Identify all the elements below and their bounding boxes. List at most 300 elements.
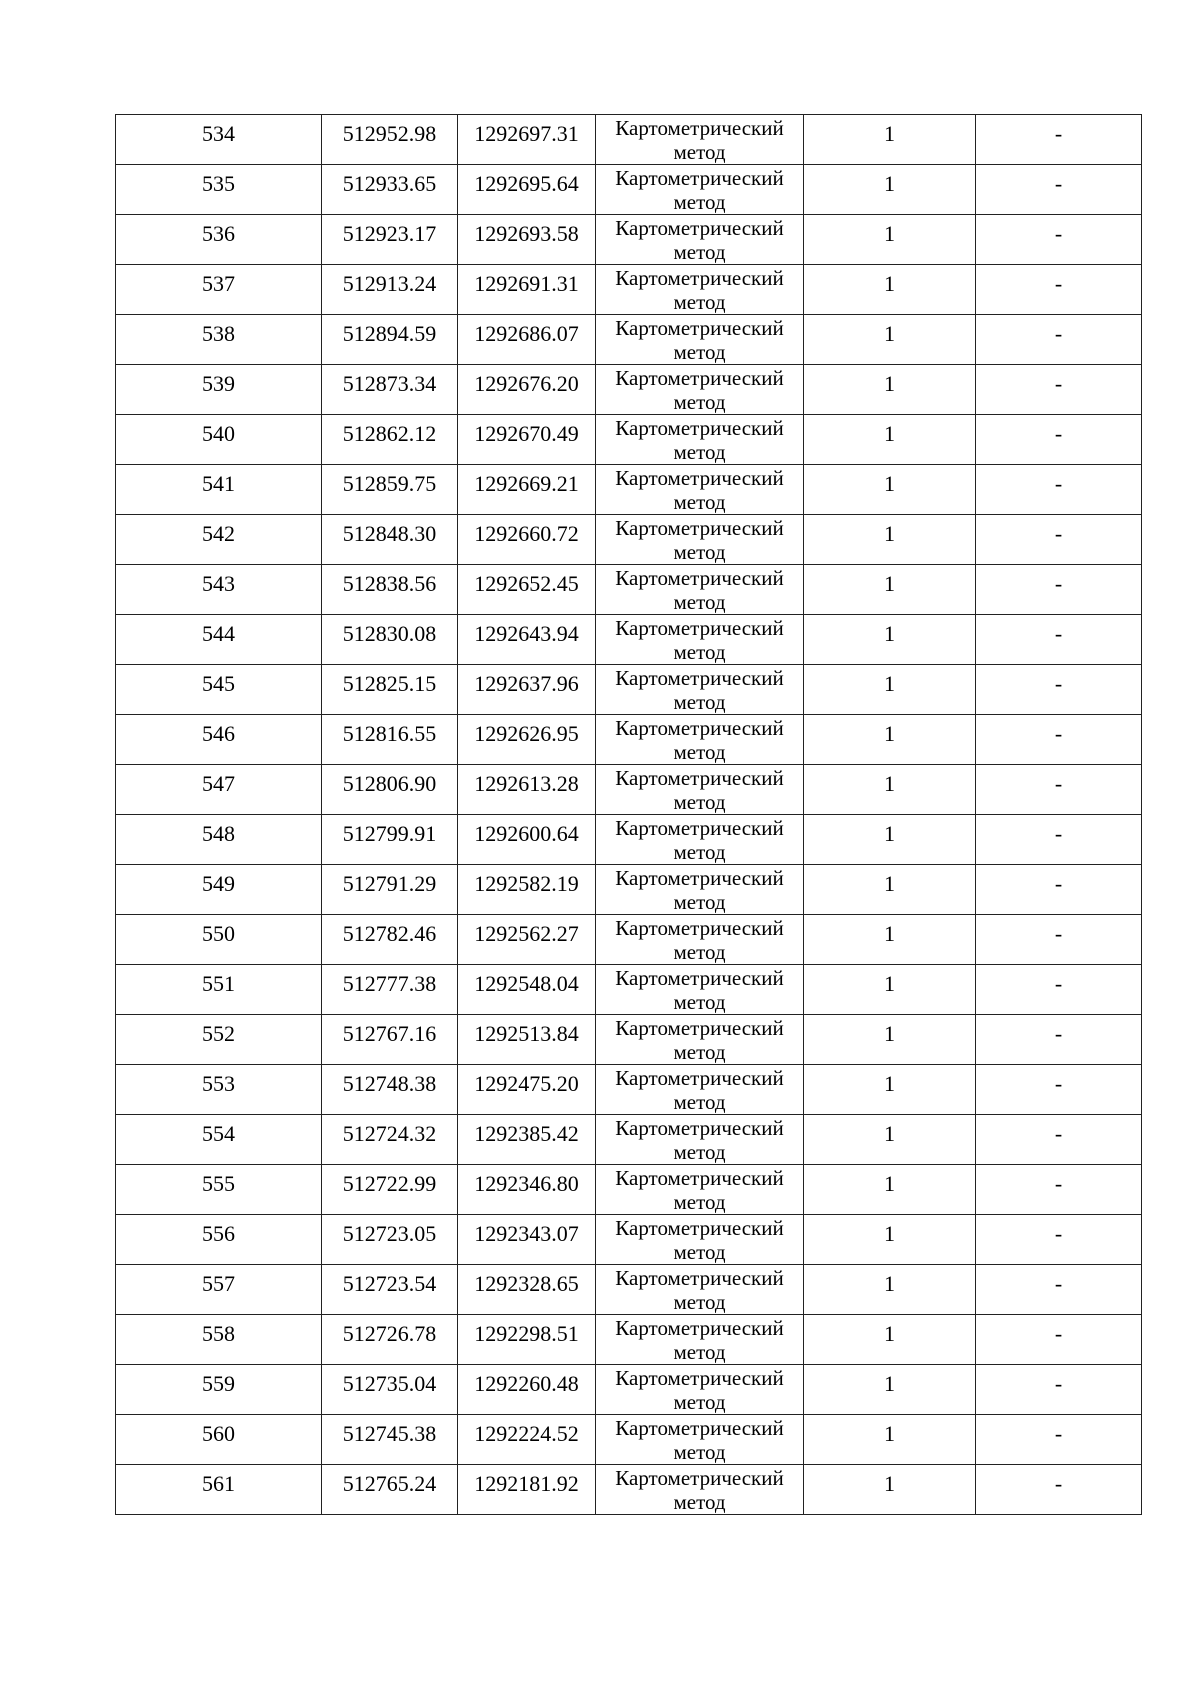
point-number-cell: [116, 1265, 322, 1315]
method-text: Картометрический метод: [615, 466, 784, 514]
note-cell: [976, 915, 1142, 965]
table-row: [116, 965, 1142, 1015]
accuracy-cell: [804, 415, 976, 465]
x-coordinate: 512724.32: [342, 1121, 437, 1146]
method-cell: [596, 415, 804, 465]
note-value: -: [1054, 1421, 1063, 1446]
y-coordinate-cell: [458, 615, 596, 665]
note-cell: [976, 365, 1142, 415]
x-coordinate: 512767.16: [342, 1021, 437, 1046]
point-number-cell: [116, 415, 322, 465]
point-number: 557: [202, 1271, 235, 1296]
note-value: -: [1054, 321, 1063, 346]
table-row: [116, 1415, 1142, 1465]
note-cell: [976, 165, 1142, 215]
x-coordinate: 512799.91: [342, 821, 437, 846]
x-coordinate-cell: [322, 1265, 458, 1315]
note-cell: [976, 815, 1142, 865]
point-number: 543: [202, 571, 235, 596]
method-text: Картометрический метод: [615, 316, 784, 364]
x-coordinate-cell: [322, 1315, 458, 1365]
method-text: Картометрический метод: [615, 1116, 784, 1164]
method-text: Картометрический метод: [615, 966, 784, 1014]
accuracy-value: 1: [884, 121, 895, 146]
accuracy-cell: [804, 1065, 976, 1115]
method-text: Картометрический метод: [615, 266, 784, 314]
point-number-cell: [116, 1115, 322, 1165]
method-text: Картометрический метод: [615, 916, 784, 964]
point-number-cell: [116, 1015, 322, 1065]
point-number-cell: [116, 215, 322, 265]
note-value: -: [1054, 271, 1063, 296]
method-cell: [596, 1365, 804, 1415]
table-row: [116, 1215, 1142, 1265]
table-row: [116, 1115, 1142, 1165]
accuracy-value: 1: [884, 871, 895, 896]
method-cell: [596, 115, 804, 165]
table-row: [116, 265, 1142, 315]
point-number: 534: [202, 121, 235, 146]
y-coordinate: 1292513.84: [474, 1021, 579, 1046]
accuracy-cell: [804, 665, 976, 715]
x-coordinate: 512859.75: [342, 471, 437, 496]
point-number-cell: [116, 365, 322, 415]
note-cell: [976, 1115, 1142, 1165]
x-coordinate-cell: [322, 865, 458, 915]
table-row: [116, 1365, 1142, 1415]
note-cell: [976, 115, 1142, 165]
x-coordinate: 512848.30: [342, 521, 437, 546]
method-text: Картометрический метод: [615, 616, 784, 664]
point-number: 536: [202, 221, 235, 246]
note-cell: [976, 965, 1142, 1015]
x-coordinate-cell: [322, 615, 458, 665]
note-value: -: [1054, 1121, 1063, 1146]
x-coordinate: 512782.46: [342, 921, 437, 946]
point-number-cell: [116, 615, 322, 665]
method-cell: [596, 1315, 804, 1365]
y-coordinate: 1292670.49: [474, 421, 579, 446]
y-coordinate: 1292676.20: [474, 371, 579, 396]
accuracy-cell: [804, 615, 976, 665]
x-coordinate-cell: [322, 665, 458, 715]
x-coordinate-cell: [322, 465, 458, 515]
note-value: -: [1054, 621, 1063, 646]
method-text: Картометрический метод: [615, 1466, 784, 1514]
accuracy-cell: [804, 1265, 976, 1315]
y-coordinate-cell: [458, 865, 596, 915]
note-value: -: [1054, 771, 1063, 796]
note-value: -: [1054, 1321, 1063, 1346]
note-cell: [976, 1315, 1142, 1365]
method-text: Картометрический метод: [615, 1166, 784, 1214]
point-number: 547: [202, 771, 235, 796]
table-row: [116, 465, 1142, 515]
x-coordinate: 512777.38: [342, 971, 437, 996]
y-coordinate-cell: [458, 1265, 596, 1315]
y-coordinate: 1292582.19: [474, 871, 579, 896]
y-coordinate-cell: [458, 1365, 596, 1415]
point-number: 539: [202, 371, 235, 396]
accuracy-value: 1: [884, 571, 895, 596]
note-cell: [976, 1065, 1142, 1115]
y-coordinate-cell: [458, 1215, 596, 1265]
y-coordinate: 1292548.04: [474, 971, 579, 996]
note-cell: [976, 515, 1142, 565]
point-number: 546: [202, 721, 235, 746]
method-cell: [596, 1115, 804, 1165]
y-coordinate-cell: [458, 1165, 596, 1215]
method-cell: [596, 865, 804, 915]
note-cell: [976, 865, 1142, 915]
y-coordinate: 1292669.21: [474, 471, 579, 496]
x-coordinate-cell: [322, 515, 458, 565]
point-number: 561: [202, 1471, 235, 1496]
table-row: [116, 1065, 1142, 1115]
accuracy-cell: [804, 115, 976, 165]
method-cell: [596, 815, 804, 865]
note-value: -: [1054, 221, 1063, 246]
x-coordinate-cell: [322, 915, 458, 965]
coordinates-table-body: [116, 115, 1142, 1515]
point-number-cell: [116, 1365, 322, 1415]
y-coordinate-cell: [458, 415, 596, 465]
y-coordinate-cell: [458, 315, 596, 365]
method-text: Картометрический метод: [615, 566, 784, 614]
accuracy-cell: [804, 1165, 976, 1215]
table-row: [116, 215, 1142, 265]
y-coordinate: 1292637.96: [474, 671, 579, 696]
accuracy-cell: [804, 1315, 976, 1365]
x-coordinate: 512913.24: [342, 271, 437, 296]
method-text: Картометрический метод: [615, 166, 784, 214]
note-value: -: [1054, 721, 1063, 746]
note-cell: [976, 1365, 1142, 1415]
accuracy-value: 1: [884, 271, 895, 296]
x-coordinate-cell: [322, 765, 458, 815]
note-value: -: [1054, 871, 1063, 896]
x-coordinate: 512791.29: [342, 871, 437, 896]
y-coordinate: 1292695.64: [474, 171, 579, 196]
y-coordinate: 1292298.51: [474, 1321, 579, 1346]
y-coordinate: 1292643.94: [474, 621, 579, 646]
note-cell: [976, 265, 1142, 315]
note-cell: [976, 465, 1142, 515]
accuracy-value: 1: [884, 721, 895, 746]
method-cell: [596, 1215, 804, 1265]
x-coordinate-cell: [322, 115, 458, 165]
note-value: -: [1054, 471, 1063, 496]
x-coordinate: 512748.38: [342, 1071, 437, 1096]
y-coordinate-cell: [458, 965, 596, 1015]
y-coordinate-cell: [458, 915, 596, 965]
method-cell: [596, 165, 804, 215]
note-value: -: [1054, 1021, 1063, 1046]
point-number: 551: [202, 971, 235, 996]
y-coordinate-cell: [458, 465, 596, 515]
note-value: -: [1054, 1171, 1063, 1196]
method-text: Картометрический метод: [615, 866, 784, 914]
y-coordinate: 1292660.72: [474, 521, 579, 546]
y-coordinate-cell: [458, 515, 596, 565]
accuracy-cell: [804, 715, 976, 765]
method-text: Картометрический метод: [615, 1066, 784, 1114]
x-coordinate: 512923.17: [342, 221, 437, 246]
y-coordinate: 1292693.58: [474, 221, 579, 246]
x-coordinate: 512765.24: [342, 1471, 437, 1496]
point-number: 550: [202, 921, 235, 946]
x-coordinate-cell: [322, 265, 458, 315]
method-text: Картометрический метод: [615, 1266, 784, 1314]
method-text: Картометрический метод: [615, 516, 784, 564]
point-number: 538: [202, 321, 235, 346]
point-number: 541: [202, 471, 235, 496]
y-coordinate: 1292260.48: [474, 1371, 579, 1396]
method-text: Картометрический метод: [615, 1416, 784, 1464]
point-number-cell: [116, 1165, 322, 1215]
accuracy-value: 1: [884, 1121, 895, 1146]
x-coordinate: 512806.90: [342, 771, 437, 796]
point-number-cell: [116, 865, 322, 915]
note-cell: [976, 315, 1142, 365]
x-coordinate-cell: [322, 1065, 458, 1115]
x-coordinate: 512723.54: [342, 1271, 437, 1296]
y-coordinate-cell: [458, 1465, 596, 1515]
point-number: 552: [202, 1021, 235, 1046]
point-number-cell: [116, 1215, 322, 1265]
note-cell: [976, 215, 1142, 265]
method-cell: [596, 365, 804, 415]
x-coordinate-cell: [322, 965, 458, 1015]
accuracy-value: 1: [884, 971, 895, 996]
x-coordinate-cell: [322, 565, 458, 615]
point-number-cell: [116, 565, 322, 615]
table-row: [116, 665, 1142, 715]
point-number-cell: [116, 515, 322, 565]
point-number: 545: [202, 671, 235, 696]
x-coordinate-cell: [322, 1415, 458, 1465]
y-coordinate-cell: [458, 115, 596, 165]
note-cell: [976, 665, 1142, 715]
y-coordinate-cell: [458, 565, 596, 615]
y-coordinate: 1292224.52: [474, 1421, 579, 1446]
accuracy-value: 1: [884, 771, 895, 796]
note-cell: [976, 1015, 1142, 1065]
x-coordinate-cell: [322, 1015, 458, 1065]
method-cell: [596, 215, 804, 265]
method-cell: [596, 1265, 804, 1315]
method-cell: [596, 665, 804, 715]
y-coordinate: 1292600.64: [474, 821, 579, 846]
method-text: Картометрический метод: [615, 666, 784, 714]
point-number: 558: [202, 1321, 235, 1346]
note-value: -: [1054, 671, 1063, 696]
accuracy-cell: [804, 165, 976, 215]
point-number-cell: [116, 1465, 322, 1515]
note-value: -: [1054, 1271, 1063, 1296]
x-coordinate: 512745.38: [342, 1421, 437, 1446]
note-value: -: [1054, 821, 1063, 846]
table-row: [116, 115, 1142, 165]
table-row: [116, 515, 1142, 565]
accuracy-value: 1: [884, 1171, 895, 1196]
table-row: [116, 565, 1142, 615]
accuracy-cell: [804, 215, 976, 265]
x-coordinate-cell: [322, 415, 458, 465]
x-coordinate: 512862.12: [342, 421, 437, 446]
y-coordinate: 1292686.07: [474, 321, 579, 346]
x-coordinate-cell: [322, 715, 458, 765]
method-text: Картометрический метод: [615, 766, 784, 814]
x-coordinate: 512894.59: [342, 321, 437, 346]
point-number-cell: [116, 1065, 322, 1115]
y-coordinate-cell: [458, 365, 596, 415]
note-cell: [976, 765, 1142, 815]
y-coordinate-cell: [458, 765, 596, 815]
x-coordinate: 512838.56: [342, 571, 437, 596]
note-cell: [976, 715, 1142, 765]
method-text: Картометрический метод: [615, 116, 784, 164]
method-cell: [596, 265, 804, 315]
y-coordinate: 1292181.92: [474, 1471, 579, 1496]
note-value: -: [1054, 1071, 1063, 1096]
note-value: -: [1054, 421, 1063, 446]
note-cell: [976, 1215, 1142, 1265]
accuracy-cell: [804, 265, 976, 315]
y-coordinate-cell: [458, 215, 596, 265]
method-cell: [596, 615, 804, 665]
accuracy-value: 1: [884, 671, 895, 696]
accuracy-value: 1: [884, 621, 895, 646]
table-row: [116, 1315, 1142, 1365]
accuracy-cell: [804, 765, 976, 815]
x-coordinate: 512722.99: [342, 1171, 437, 1196]
note-value: -: [1054, 1471, 1063, 1496]
point-number-cell: [116, 715, 322, 765]
x-coordinate: 512723.05: [342, 1221, 437, 1246]
accuracy-value: 1: [884, 1371, 895, 1396]
x-coordinate-cell: [322, 1465, 458, 1515]
method-text: Картометрический метод: [615, 216, 784, 264]
method-cell: [596, 915, 804, 965]
method-cell: [596, 1465, 804, 1515]
method-cell: [596, 515, 804, 565]
accuracy-value: 1: [884, 1471, 895, 1496]
table-row: [116, 1265, 1142, 1315]
accuracy-cell: [804, 915, 976, 965]
note-value: -: [1054, 571, 1063, 596]
x-coordinate: 512830.08: [342, 621, 437, 646]
accuracy-value: 1: [884, 1071, 895, 1096]
y-coordinate: 1292626.95: [474, 721, 579, 746]
table-row: [116, 915, 1142, 965]
note-value: -: [1054, 1221, 1063, 1246]
table-row: [116, 715, 1142, 765]
y-coordinate: 1292697.31: [474, 121, 579, 146]
note-value: -: [1054, 521, 1063, 546]
y-coordinate-cell: [458, 665, 596, 715]
point-number: 542: [202, 521, 235, 546]
table-row: [116, 765, 1142, 815]
accuracy-cell: [804, 815, 976, 865]
table-row: [116, 1015, 1142, 1065]
method-text: Картометрический метод: [615, 716, 784, 764]
y-coordinate-cell: [458, 715, 596, 765]
method-cell: [596, 1065, 804, 1115]
y-coordinate: 1292652.45: [474, 571, 579, 596]
point-number-cell: [116, 165, 322, 215]
note-value: -: [1054, 121, 1063, 146]
y-coordinate-cell: [458, 265, 596, 315]
x-coordinate-cell: [322, 165, 458, 215]
accuracy-cell: [804, 515, 976, 565]
point-number: 555: [202, 1171, 235, 1196]
accuracy-value: 1: [884, 1321, 895, 1346]
note-cell: [976, 1465, 1142, 1515]
accuracy-cell: [804, 1215, 976, 1265]
note-cell: [976, 415, 1142, 465]
accuracy-value: 1: [884, 1021, 895, 1046]
point-number-cell: [116, 115, 322, 165]
accuracy-value: 1: [884, 821, 895, 846]
method-cell: [596, 1165, 804, 1215]
method-cell: [596, 715, 804, 765]
y-coordinate: 1292691.31: [474, 271, 579, 296]
y-coordinate: 1292562.27: [474, 921, 579, 946]
point-number: 535: [202, 171, 235, 196]
method-text: Картометрический метод: [615, 1316, 784, 1364]
x-coordinate-cell: [322, 365, 458, 415]
accuracy-value: 1: [884, 321, 895, 346]
y-coordinate-cell: [458, 1115, 596, 1165]
note-cell: [976, 1415, 1142, 1465]
point-number: 540: [202, 421, 235, 446]
table-row: [116, 365, 1142, 415]
point-number: 548: [202, 821, 235, 846]
method-text: Картометрический метод: [615, 1366, 784, 1414]
y-coordinate-cell: [458, 815, 596, 865]
point-number: 553: [202, 1071, 235, 1096]
x-coordinate-cell: [322, 1365, 458, 1415]
accuracy-value: 1: [884, 1271, 895, 1296]
y-coordinate-cell: [458, 1315, 596, 1365]
x-coordinate-cell: [322, 315, 458, 365]
method-cell: [596, 1415, 804, 1465]
table-row: [116, 1165, 1142, 1215]
note-value: -: [1054, 371, 1063, 396]
note-cell: [976, 615, 1142, 665]
x-coordinate: 512933.65: [342, 171, 437, 196]
point-number: 544: [202, 621, 235, 646]
point-number: 559: [202, 1371, 235, 1396]
accuracy-cell: [804, 1015, 976, 1065]
point-number-cell: [116, 315, 322, 365]
point-number-cell: [116, 265, 322, 315]
accuracy-value: 1: [884, 521, 895, 546]
accuracy-value: 1: [884, 1421, 895, 1446]
method-text: Картометрический метод: [615, 1016, 784, 1064]
point-number: 537: [202, 271, 235, 296]
y-coordinate: 1292475.20: [474, 1071, 579, 1096]
accuracy-cell: [804, 965, 976, 1015]
point-number-cell: [116, 1315, 322, 1365]
x-coordinate-cell: [322, 1165, 458, 1215]
y-coordinate-cell: [458, 1415, 596, 1465]
accuracy-cell: [804, 465, 976, 515]
point-number: 556: [202, 1221, 235, 1246]
y-coordinate: 1292385.42: [474, 1121, 579, 1146]
method-text: Картометрический метод: [615, 1216, 784, 1264]
